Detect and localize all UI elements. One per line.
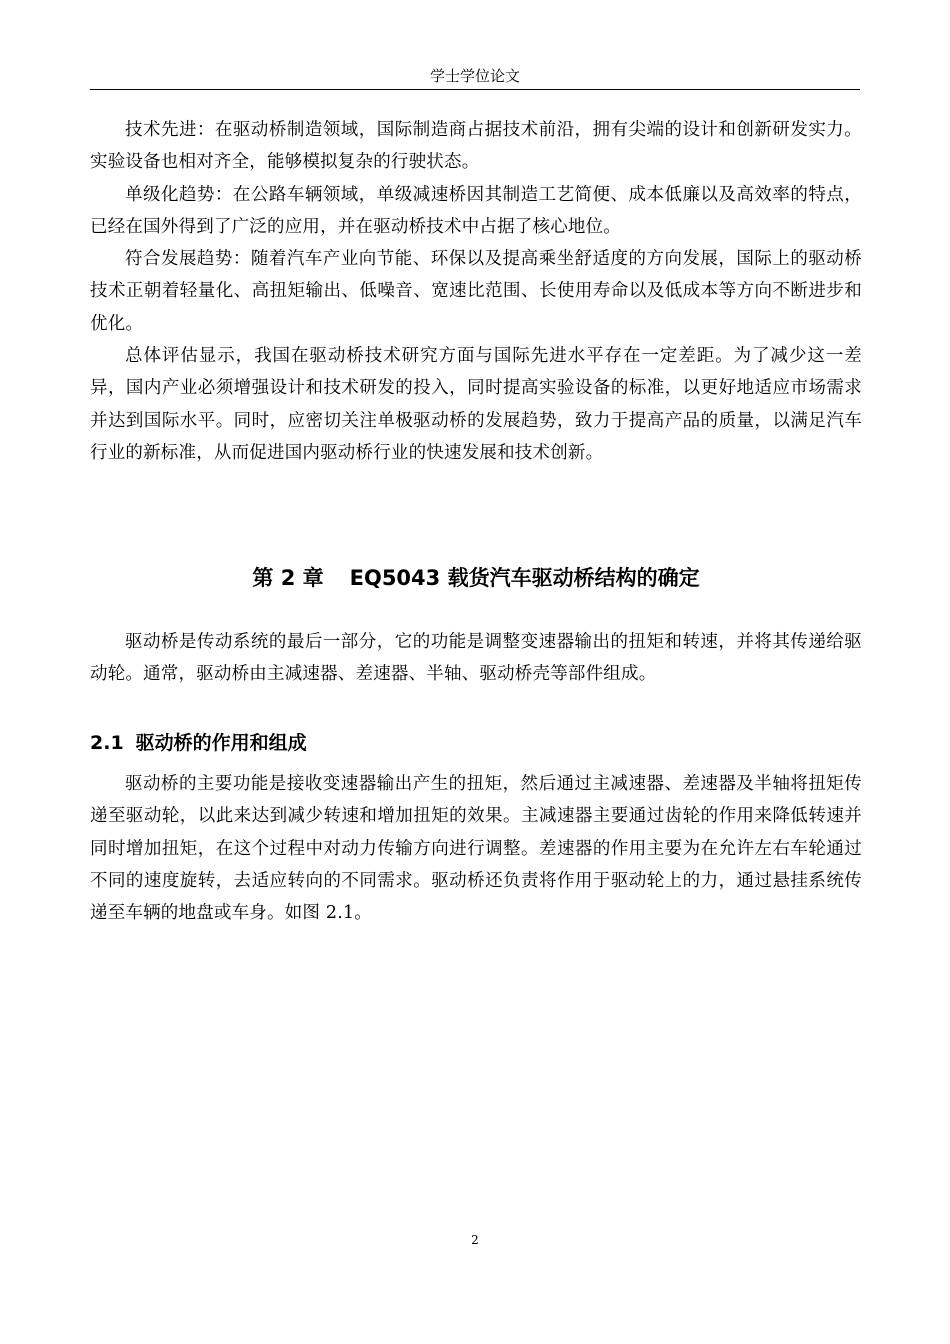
running-header: 学士学位论文: [429, 67, 520, 85]
paragraph-chapter-intro: 驱动桥是传动系统的最后一部分，它的功能是调整变速器输出的扭矩和转速，并将其传递给驱动轮。通常，驱动桥由主减速器、差速器、半轴、驱动桥壳等部件组成。: [90, 632, 862, 685]
section-number: 2.1: [90, 732, 124, 754]
chapter-intro-block: [90, 626, 862, 691]
chapter-number: 第 2 章: [252, 566, 324, 590]
section-body: [90, 768, 862, 929]
page-number: 2: [471, 1233, 479, 1247]
paragraph-advanced-technology: 技术先进：在驱动桥制造领域，国际制造商占据技术前沿，拥有尖端的设计和创新研发实力。实验设备也相对齐全，能够模拟复杂的行驶状态。: [90, 120, 862, 173]
paragraph-single-stage-trend: 单级化趋势：在公路车辆领域，单级减速桥因其制造工艺简便、成本低廉以及高效率的特点，已经在国外得到了广泛的应用，并在驱动桥技术中占据了核心地位。: [90, 184, 862, 237]
paragraph-development-trend: 符合发展趋势：随着汽车产业向节能、环保以及提高乘坐舒适度的方向发展，国际上的驱动桥技术正朝着轻量化、高扭矩输出、低噪音、宽速比范围、长使用寿命以及低成本等方向不断进步和优化。: [90, 249, 862, 334]
section-heading: [90, 730, 307, 756]
chapter-heading: [90, 564, 862, 592]
chapter-title-text: EQ5043 载货汽车驱动桥结构的确定: [349, 566, 700, 590]
paragraph-overall-assessment: 总体评估显示，我国在驱动桥技术研究方面与国际先进水平存在一定差距。为了减少这一差异，国内产业必须增强设计和技术研发的投入，同时提高实验设备的标准，以更好地适应市场需求并达到国际水平。同时，应密切关注单极驱动桥的发展趋势，致力于提高产品的质量，以满足汽车行业的新标准，从而促进国内驱动桥行业的快速发展和技术创新。: [90, 346, 862, 463]
section-title-text: 驱动桥的作用和组成: [135, 732, 307, 754]
header-rule: [90, 89, 860, 90]
intro-section: [90, 114, 862, 469]
paragraph-drive-axle-function: 驱动桥的主要功能是接收变速器输出产生的扭矩，然后通过主减速器、差速器及半轴将扭矩传递至驱动轮，以此来达到减少转速和增加扭矩的效果。主减速器主要通过齿轮的作用来降低转速并同时增加扭矩，在这个过程中对动力传输方向进行调整。差速器的作用主要为在允许左右车轮通过不同的速度旋转，去适应转向的不同需求。驱动桥还负责将作用于驱动轮上的力，通过悬挂系统传递至车辆的地盘或车身。如图 2.1。: [90, 774, 862, 924]
